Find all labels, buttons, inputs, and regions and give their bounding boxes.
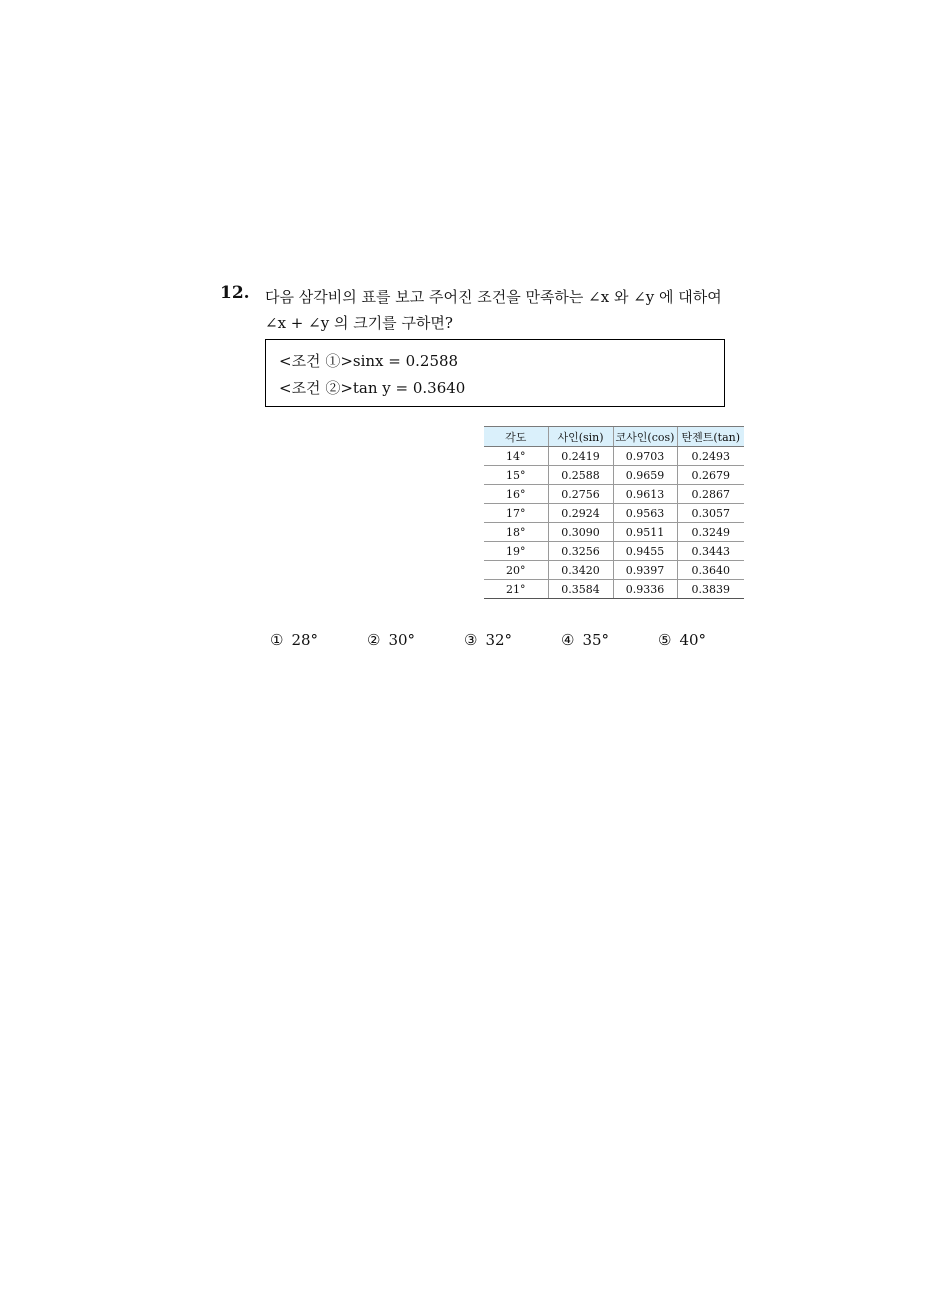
table-row bbox=[484, 504, 744, 523]
problem-number: 12. bbox=[220, 283, 250, 303]
choice-value: 32° bbox=[485, 631, 513, 649]
table-row bbox=[484, 580, 744, 599]
choice-number: ③ bbox=[464, 631, 478, 649]
choice-value: 40° bbox=[679, 631, 707, 649]
cell-sin: 0.3584 bbox=[548, 580, 613, 599]
cell-angle: 18° bbox=[484, 523, 548, 542]
cell-sin: 0.2756 bbox=[548, 485, 613, 504]
table-row bbox=[484, 466, 744, 485]
cell-tan: 0.2493 bbox=[677, 447, 744, 466]
cell-tan: 0.3839 bbox=[677, 580, 744, 599]
table-row bbox=[484, 485, 744, 504]
condition-1: <조건 ①>sinx = 0.2588 bbox=[279, 352, 459, 370]
cell-tan: 0.2679 bbox=[677, 466, 744, 485]
cell-tan: 0.2867 bbox=[677, 485, 744, 504]
cell-cos: 0.9703 bbox=[613, 447, 677, 466]
condition-2: <조건 ②>tan y = 0.3640 bbox=[279, 379, 466, 397]
cell-sin: 0.3256 bbox=[548, 542, 613, 561]
choice-5[interactable] bbox=[658, 631, 706, 649]
cell-cos: 0.9336 bbox=[613, 580, 677, 599]
table-header-row bbox=[484, 427, 744, 447]
trig-table bbox=[484, 426, 744, 599]
cell-angle: 15° bbox=[484, 466, 548, 485]
cell-angle: 17° bbox=[484, 504, 548, 523]
cell-sin: 0.2924 bbox=[548, 504, 613, 523]
cell-angle: 16° bbox=[484, 485, 548, 504]
choice-number: ④ bbox=[561, 631, 575, 649]
choice-number: ② bbox=[367, 631, 381, 649]
cell-cos: 0.9455 bbox=[613, 542, 677, 561]
choice-2[interactable] bbox=[367, 631, 415, 649]
choice-3[interactable] bbox=[464, 631, 512, 649]
cell-sin: 0.2419 bbox=[548, 447, 613, 466]
cell-angle: 21° bbox=[484, 580, 548, 599]
cell-angle: 20° bbox=[484, 561, 548, 580]
choice-4[interactable] bbox=[561, 631, 609, 649]
choice-number: ⑤ bbox=[658, 631, 672, 649]
header-tan: 탄젠트(tan) bbox=[677, 427, 744, 447]
cell-sin: 0.3090 bbox=[548, 523, 613, 542]
cell-sin: 0.3420 bbox=[548, 561, 613, 580]
cell-tan: 0.3057 bbox=[677, 504, 744, 523]
cell-cos: 0.9659 bbox=[613, 466, 677, 485]
cell-tan: 0.3249 bbox=[677, 523, 744, 542]
cell-cos: 0.9563 bbox=[613, 504, 677, 523]
header-angle: 각도 bbox=[484, 427, 548, 447]
table-row bbox=[484, 447, 744, 466]
cell-sin: 0.2588 bbox=[548, 466, 613, 485]
choice-value: 35° bbox=[582, 631, 610, 649]
cell-cos: 0.9511 bbox=[613, 523, 677, 542]
cell-cos: 0.9613 bbox=[613, 485, 677, 504]
cell-tan: 0.3640 bbox=[677, 561, 744, 580]
header-sin: 사인(sin) bbox=[548, 427, 613, 447]
question-text-line-1: 다음 삼각비의 표를 보고 주어진 조건을 만족하는 ∠x 와 ∠y 에 대하여 bbox=[265, 288, 722, 306]
choice-value: 28° bbox=[291, 631, 319, 649]
cell-angle: 19° bbox=[484, 542, 548, 561]
table-row bbox=[484, 561, 744, 580]
choice-1[interactable] bbox=[270, 631, 318, 649]
cell-cos: 0.9397 bbox=[613, 561, 677, 580]
header-cos: 코사인(cos) bbox=[613, 427, 677, 447]
question-text-line-2: ∠x + ∠y 의 크기를 구하면? bbox=[265, 314, 453, 332]
table-row bbox=[484, 542, 744, 561]
choice-number: ① bbox=[270, 631, 284, 649]
conditions-box bbox=[265, 339, 725, 407]
choice-value: 30° bbox=[388, 631, 416, 649]
table-row bbox=[484, 523, 744, 542]
cell-tan: 0.3443 bbox=[677, 542, 744, 561]
cell-angle: 14° bbox=[484, 447, 548, 466]
